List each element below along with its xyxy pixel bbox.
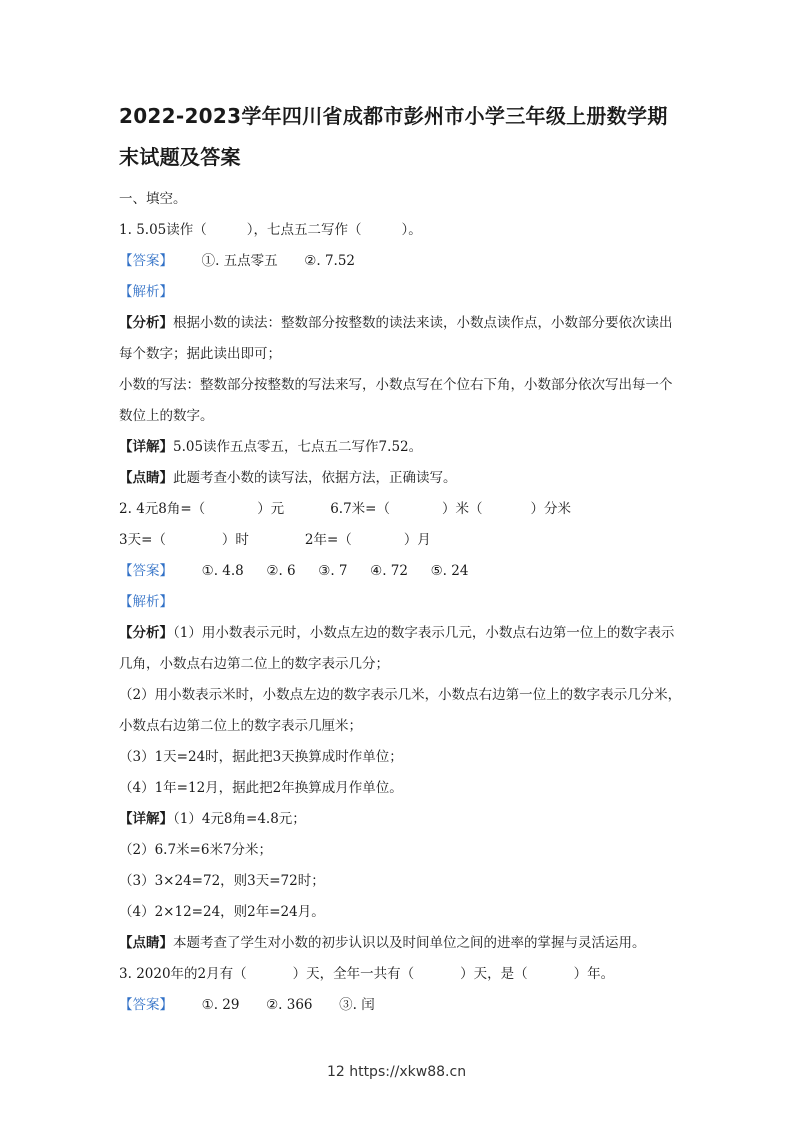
section-heading: 一、填空。 (119, 191, 187, 207)
question-text: ）时 (221, 532, 249, 548)
document-title: 2022-2023学年四川省成都市彭州市小学三年级上册数学期末试题及答案 (119, 104, 668, 169)
detail-line (119, 432, 684, 463)
fenxi-tag: 【分析】 (119, 625, 173, 641)
answer-item: ②. 6 (266, 563, 296, 579)
question-text: ）天，全年一共有（ (292, 966, 415, 982)
question-text: ）。 (401, 222, 422, 238)
analysis-paragraph: （4）1年=12月，据此把2年换算成月作单位。 (119, 780, 403, 796)
dianjing-text: 此题考查小数的读写法，依据方法，正确读写。 (173, 470, 457, 486)
answer-item: ①. 五点零五 (201, 253, 278, 269)
analysis-paragraph (119, 618, 684, 680)
question-text: 2020年的2月有（ (136, 966, 247, 982)
answer-item: ⑤. 24 (430, 563, 469, 579)
answer-tag: 【答案】 (119, 563, 173, 579)
question-text: ）月 (403, 532, 431, 548)
answer-line (119, 246, 684, 277)
dianjing-tag: 【点睛】 (119, 470, 173, 486)
question-text: ）分米 (530, 501, 571, 517)
question-3 (119, 959, 684, 990)
detail-line (119, 804, 684, 835)
question-text: ）元 (257, 501, 285, 517)
answer-line (119, 556, 684, 587)
question-text: 2年=（ (304, 532, 352, 548)
analysis-tag: 【解析】 (119, 284, 173, 300)
analysis-paragraph: （3）1天=24时，据此把3天换算成时作单位； (119, 749, 403, 765)
question-2-row-1 (119, 494, 684, 525)
question-text: ）天，是（ (460, 966, 528, 982)
question-number: 3. (119, 966, 132, 982)
question-number: 2. (119, 501, 132, 517)
fenxi-text: 根据小数的读法：整数部分按整数的读法来读，小数点读作点，小数部分要依次读出每个数字；据此读出即可； (119, 315, 673, 362)
question-text: 6.7米=（ (330, 501, 390, 517)
question-1 (119, 215, 684, 246)
question-2-row-2 (119, 525, 684, 556)
comment-line (119, 463, 684, 494)
answer-line (119, 990, 684, 1021)
answer-item: ②. 7.52 (304, 253, 356, 269)
answer-tag: 【答案】 (119, 997, 173, 1013)
analysis-tag: 【解析】 (119, 594, 173, 610)
dianjing-text: 本题考查了学生对小数的初步认识以及时间单位之间的进率的掌握与灵活运用。 (173, 935, 646, 951)
fenxi-text: （1）用小数表示元时，小数点左边的数字表示几元，小数点右边第一位上的数字表示几角，小数点右边第二位上的数字表示几分； (119, 625, 675, 672)
question-text: 5.05读作（ (136, 222, 207, 238)
analysis-paragraph: 小数的写法：整数部分按整数的写法来写，小数点写在个位右下角，小数部分依次写出每一个数位上的数字。 (119, 377, 673, 424)
answer-item: ③. 7 (318, 563, 348, 579)
answer-item: ①. 29 (201, 997, 240, 1013)
document-page (119, 96, 684, 1021)
question-text: 4元8角=（ (136, 501, 206, 517)
comment-line (119, 928, 684, 959)
xiangjie-tag: 【详解】 (119, 811, 173, 827)
xiangjie-text: 5.05读作五点零五，七点五二写作7.52。 (173, 439, 423, 455)
detail-line: （4）2×12=24，则2年=24月。 (119, 904, 325, 920)
xiangjie-text: （1）4元8角=4.8元； (173, 811, 306, 827)
question-text: ）年。 (573, 966, 615, 982)
analysis-paragraph (119, 308, 684, 370)
dianjing-tag: 【点睛】 (119, 935, 173, 951)
detail-line: （3）3×24=72，则3天=72时； (119, 873, 325, 889)
page-footer: 12 https://xkw88.cn (326, 1064, 467, 1080)
answer-item: ②. 366 (266, 997, 313, 1013)
question-text: ），七点五二写作（ (246, 222, 362, 238)
question-number: 1. (119, 222, 132, 238)
xiangjie-tag: 【详解】 (119, 439, 173, 455)
answer-tag: 【答案】 (119, 253, 173, 269)
answer-item: ③. 闰 (339, 997, 375, 1013)
detail-line: （2）6.7米=6米7分米； (119, 842, 273, 858)
question-text: ）米（ (441, 501, 483, 517)
fenxi-tag: 【分析】 (119, 315, 173, 331)
answer-item: ①. 4.8 (201, 563, 244, 579)
answer-item: ④. 72 (370, 563, 408, 579)
analysis-paragraph: （2）用小数表示米时，小数点左边的数字表示几米，小数点右边第一位上的数字表示几分米，小数点右边第二位上的数字表示几厘米； (119, 687, 682, 734)
question-text: 3天=（ (119, 532, 166, 548)
